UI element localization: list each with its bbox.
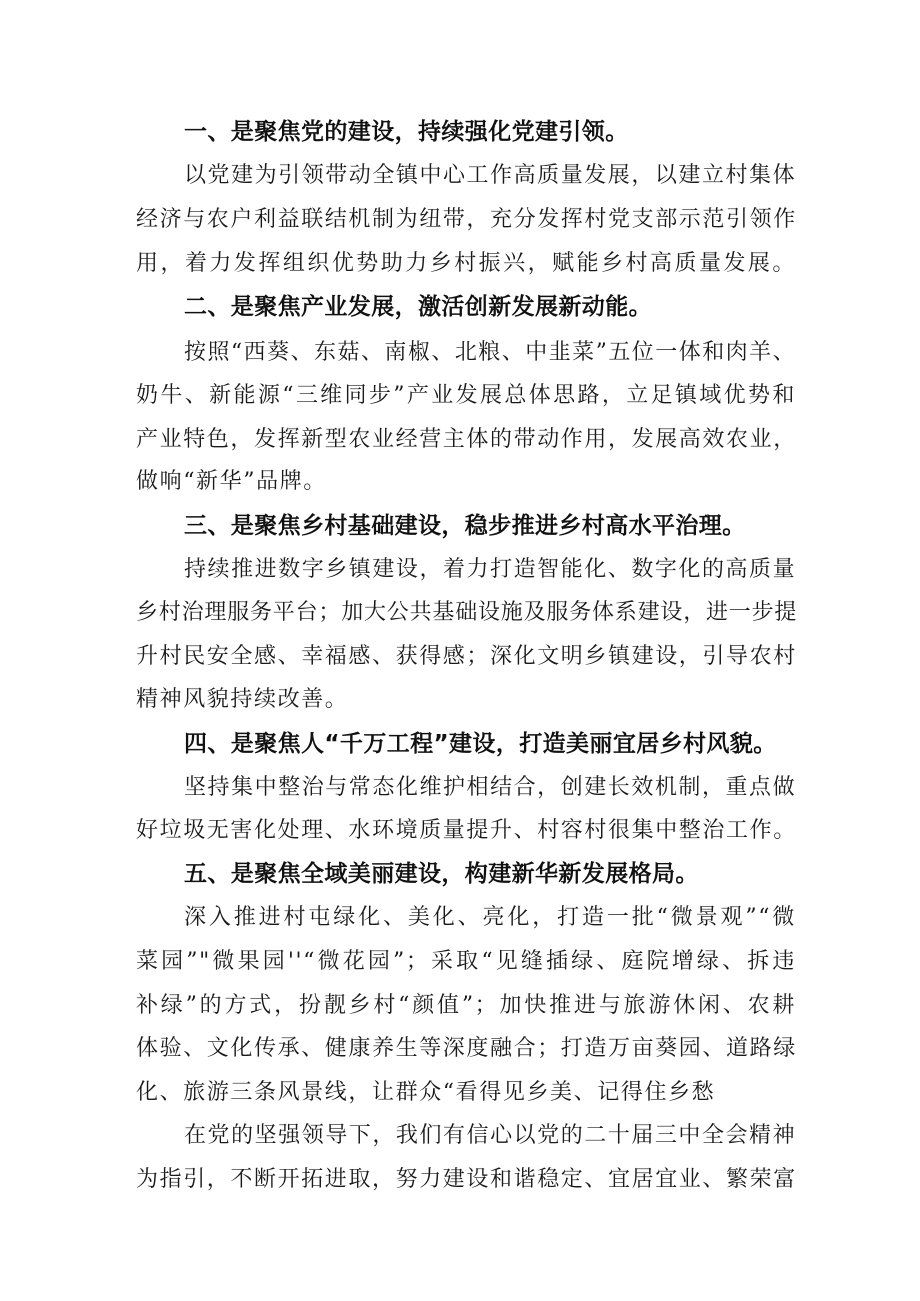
paragraph-line: 经济与农户利益联结机制为纽带，充分发挥村党支部示范引领作 (136, 207, 797, 232)
paragraph-line: 补绿”的方式，扮靓乡村“颜值”；加快推进与旅游休闲、农耕 (136, 993, 796, 1018)
paragraph-line: 好垃圾无害化处理、水环境质量提升、村容村很集中整治工作。 (136, 818, 797, 843)
paragraph-line: 体验、文化传承、健康养生等深度融合；打造万亩葵园、道路绿 (136, 1036, 797, 1061)
paragraph-line: 升村民安全感、幸福感、获得感；深化文明乡镇建设，引导农村 (136, 644, 797, 669)
paragraph-line: 用，着力发挥组织优势助力乡村振兴，赋能乡村高质量发展。 (136, 251, 796, 276)
closing-paragraph-line: 在党的坚强领导下，我们有信心以党的二十届三中全会精神 (184, 1123, 796, 1148)
section-heading: 四、是聚焦人“千万工程”建设，打造美丽宜居乡村风貌。 (184, 731, 777, 757)
section-heading: 五、是聚焦全域美丽建设，构建新华新发展格局。 (184, 861, 699, 887)
paragraph-line: 持续推进数字乡镇建设，着力打造智能化、数字化的高质量 (184, 557, 796, 582)
paragraph-line: 做响“新华”品牌。 (136, 469, 327, 494)
section-heading: 三、是聚焦乡村基础建设，稳步推进乡村高水平治理。 (184, 513, 746, 539)
paragraph-line: 按照“西葵、东菇、南椒、北粮、中韭菜”五位一体和肉羊、 (184, 340, 796, 365)
paragraph-line: 深入推进村屯绿化、美化、亮化，打造一批“微景观”“微 (184, 905, 796, 930)
section-heading: 二、是聚焦产业发展，激活创新发展新动能。 (184, 294, 652, 320)
paragraph-line: 乡村治理服务平台；加大公共基础设施及服务体系建设，进一步提 (136, 600, 798, 625)
section-heading: 一、是聚焦党的建设，持续强化党建引领。 (184, 119, 629, 145)
paragraph-line: 化、旅游三条风景线，让群众“看得见乡美、记得住乡愁 (136, 1080, 716, 1105)
paragraph-line: 产业特色，发挥新型农业经营主体的带动作用，发展高效农业， (136, 427, 797, 452)
paragraph-line: 奶牛、新能源“三维同步”产业发展总体思路，立足镇域优势和 (136, 383, 796, 408)
paragraph-line: 坚持集中整治与常态化维护相结合，创建长效机制，重点做 (184, 775, 796, 800)
paragraph-line: 精神风貌持续改善。 (136, 687, 349, 712)
paragraph-line: 菜园”"微果园''“微花园”；采取“见缝插绿、庭院增绿、拆违 (136, 949, 796, 974)
closing-paragraph-line: 为指引，不断开拓进取，努力建设和谐稳定、宜居宜业、繁荣富 (136, 1167, 797, 1192)
paragraph-line: 以党建为引领带动全镇中心工作高质量发展，以建立村集体 (184, 163, 796, 188)
